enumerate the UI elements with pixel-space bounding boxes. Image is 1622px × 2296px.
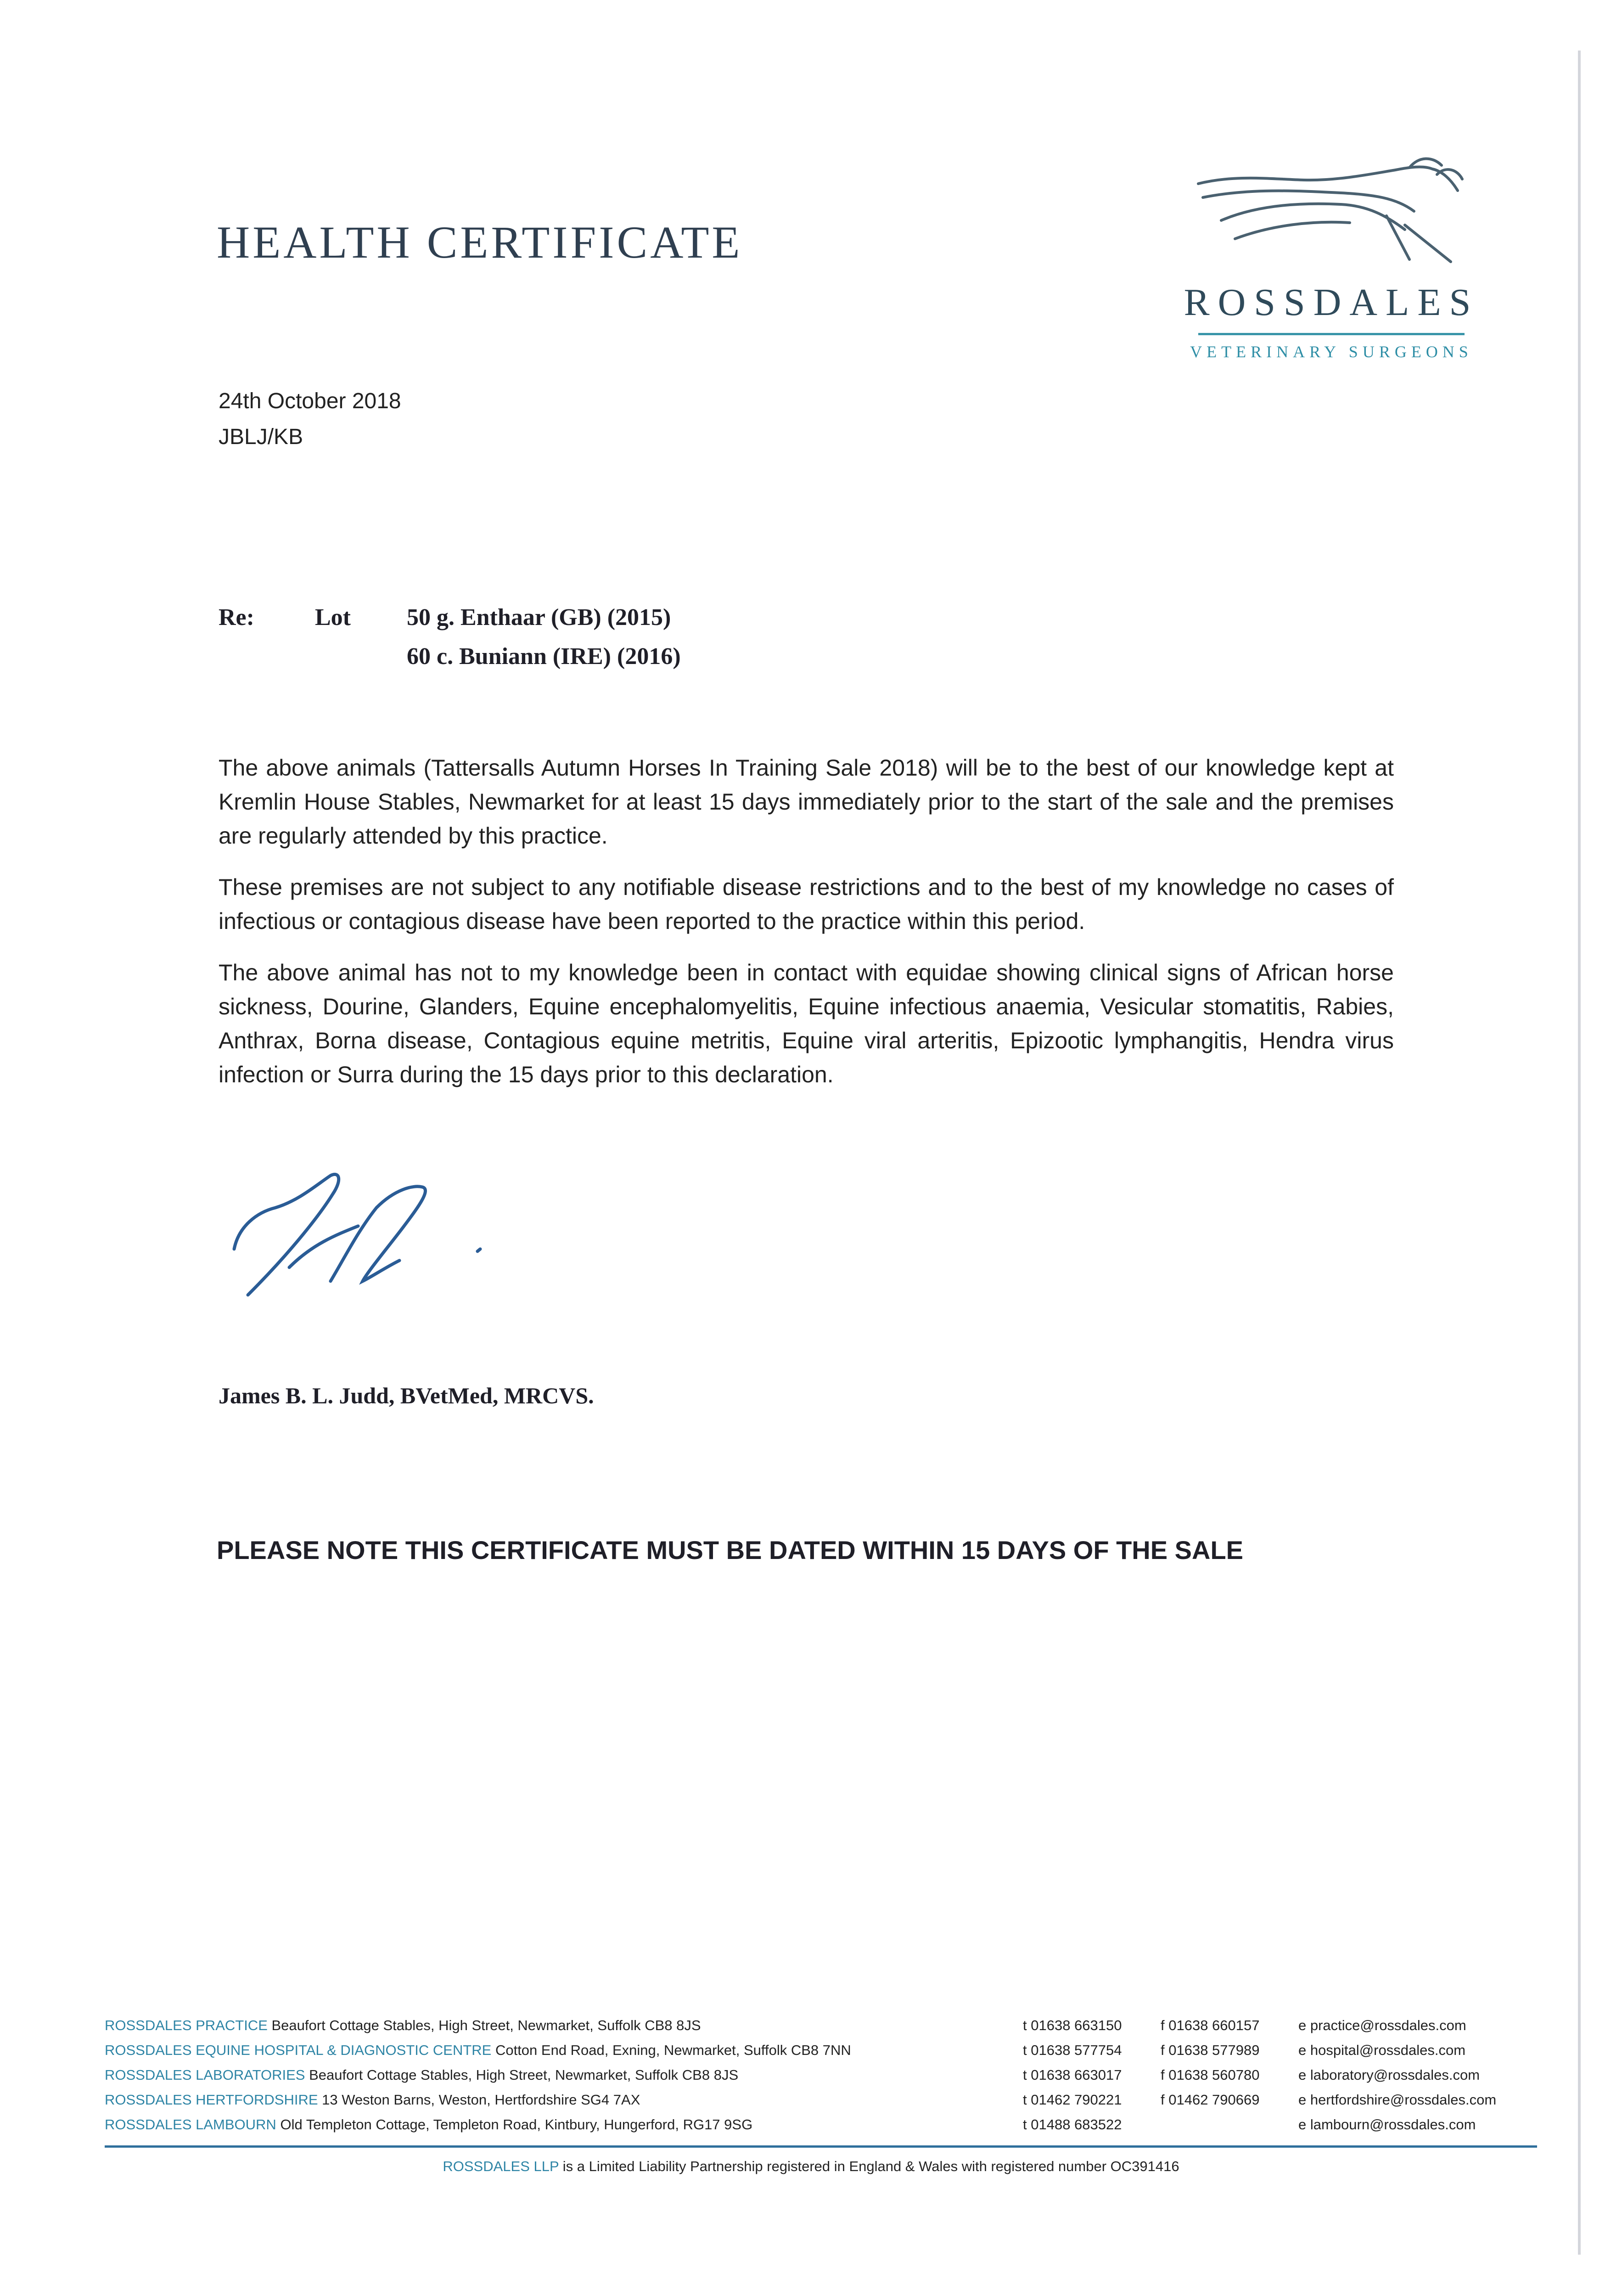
footer-phone: t 01638 663017	[1023, 2067, 1122, 2083]
logo-rule	[1198, 333, 1465, 335]
footer-email: e hertfordshire@rossdales.com	[1298, 2092, 1497, 2108]
page-title: HEALTH CERTIFICATE	[217, 217, 743, 268]
footer-address: Cotton End Road, Exning, Newmarket, Suffolk CB8 7NN	[495, 2042, 851, 2058]
footer-email: e lambourn@rossdales.com	[1298, 2116, 1476, 2133]
footer-address: 13 Weston Barns, Weston, Hertfordshire SG4 7AX	[322, 2092, 640, 2108]
footer-fax: f 01462 790669	[1161, 2092, 1260, 2108]
footer-email: e laboratory@rossdales.com	[1298, 2067, 1480, 2083]
re-label: Re:	[219, 604, 254, 630]
footer-branch-name: ROSSDALES HERTFORDSHIRE	[105, 2092, 318, 2108]
footer-row	[105, 2042, 1546, 2067]
footer-fax: f 01638 560780	[1161, 2067, 1260, 2083]
footer-note-text: is a Limited Liability Partnership registered in England & Wales with registered number OC391416	[562, 2158, 1179, 2174]
footer-contacts	[105, 2017, 1546, 2141]
footer-email: e hospital@rossdales.com	[1298, 2042, 1466, 2058]
footer-row	[105, 2092, 1546, 2116]
footer-branch-name: ROSSDALES LABORATORIES	[105, 2067, 305, 2083]
footer-row	[105, 2116, 1546, 2141]
footer-email: e practice@rossdales.com	[1298, 2017, 1466, 2033]
footer-branch-name: ROSSDALES LAMBOURN	[105, 2116, 276, 2133]
footer-phone: t 01462 790221	[1023, 2092, 1122, 2108]
letter-reference: JBLJ/KB	[219, 425, 303, 449]
footer-rule	[105, 2145, 1537, 2148]
footer-phone: t 01488 683522	[1023, 2116, 1122, 2133]
footer-row	[105, 2067, 1546, 2092]
footer-branch-name: ROSSDALES EQUINE HOSPITAL & DIAGNOSTIC CENTRE	[105, 2042, 492, 2058]
logo-subtitle: VETERINARY SURGEONS	[1190, 343, 1473, 361]
footer-fax: f 01638 577989	[1161, 2042, 1260, 2058]
footer-registration-note	[0, 2158, 1622, 2175]
letter-meta	[219, 383, 401, 455]
scan-edge	[1578, 51, 1581, 2255]
footer-phone: t 01638 577754	[1023, 2042, 1122, 2058]
footer-address: Beaufort Cottage Stables, High Street, Newmarket, Suffolk CB8 8JS	[309, 2067, 739, 2083]
horse-entry: 60 c. Buniann (IRE) (2016)	[407, 643, 681, 670]
letter-date: 24th October 2018	[219, 389, 401, 413]
footer-phone: t 01638 663150	[1023, 2017, 1122, 2033]
lot-label: Lot	[315, 604, 351, 630]
footer-address: Beaufort Cottage Stables, High Street, Newmarket, Suffolk CB8 8JS	[271, 2017, 701, 2033]
body-paragraph: The above animal has not to my knowledge been in contact with equidae showing clinical signs of African horse sickness, Dourine, Glanders, Equine encephalomyelitis, Equine infectious anaemia, Vesicular stomatitis, Rabies, Anthrax, Borna disease, Contagious equine metritis, Equine viral arteritis, Epizootic lymphangitis, Hendra virus infection or Surra during the 15 days prior to this declaration.	[219, 960, 1394, 1087]
signer-name: James B. L. Judd, BVetMed, MRCVS.	[219, 1383, 594, 1408]
sale-notice: PLEASE NOTE THIS CERTIFICATE MUST BE DATED WITHIN 15 DAYS OF THE SALE	[217, 1536, 1244, 1564]
rossdales-logo	[1175, 147, 1487, 367]
body-paragraph: These premises are not subject to any notifiable disease restrictions and to the best of my knowledge no cases of infectious or contagious disease have been reported to the practice within this period.	[219, 874, 1394, 934]
handwritten-signature	[220, 1157, 542, 1311]
footer-row	[105, 2017, 1546, 2042]
horse-entry: 50 g. Enthaar (GB) (2015)	[407, 604, 671, 630]
footer-address: Old Templeton Cottage, Templeton Road, Kintbury, Hungerford, RG17 9SG	[280, 2116, 753, 2133]
logo-brand: ROSSDALES	[1184, 281, 1479, 324]
body-paragraph: The above animals (Tattersalls Autumn Horses In Training Sale 2018) will be to the best of our knowledge kept at Kremlin House Stables, Newmarket for at least 15 days immediately prior to the start of the sale and the premises are regularly attended by this practice.	[219, 755, 1394, 849]
footer-note-name: ROSSDALES LLP	[443, 2158, 559, 2174]
horse-outline-icon	[1194, 147, 1469, 280]
footer-fax: f 01638 660157	[1161, 2017, 1260, 2033]
certificate-body	[219, 751, 1394, 1109]
footer-branch-name: ROSSDALES PRACTICE	[105, 2017, 268, 2033]
